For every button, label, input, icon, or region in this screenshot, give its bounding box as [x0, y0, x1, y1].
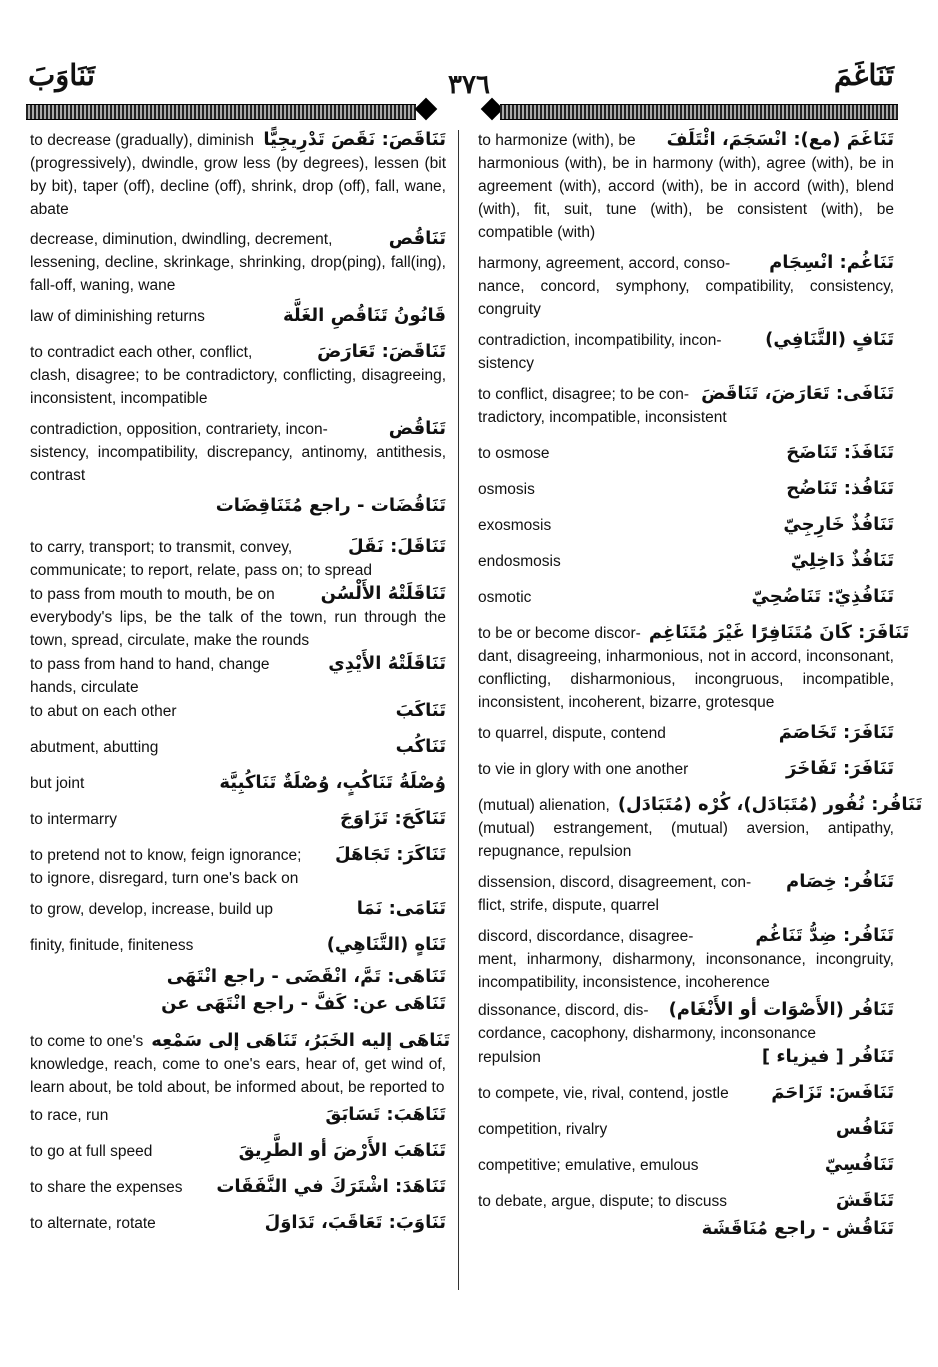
entry-english: but joint	[30, 775, 85, 792]
dictionary-entry	[478, 441, 894, 465]
entry-english: exosmosis	[478, 517, 552, 534]
entry-english-continued: to ignore, disregard, turn one's back on	[30, 870, 299, 887]
entry-arabic-headword: تَنَاقَصَ: نَقَصَ تَدْرِيجِيًّا	[263, 129, 446, 150]
entry-english-continued: sistency, incompatibility, discrepancy, antinomy, antithesis, contrast	[30, 444, 446, 484]
header-guide-word-right: تَنَاغَمَ	[833, 58, 894, 92]
dictionary-entry	[30, 771, 446, 795]
header-rule-left	[26, 104, 416, 120]
entry-arabic-headword: تَنَاكَحَ: تَزَاوَجَ	[339, 808, 446, 829]
column-divider	[458, 130, 459, 1290]
entry-arabic-headword: تَنَاهَدَ: اشْتَرَكَ في النَّفَقَات	[216, 1176, 446, 1197]
entry-arabic-headword: تَنَافُذِيّ: تَنَاضُحِيّ	[751, 586, 894, 607]
entry-english: abutment, abutting	[30, 739, 159, 756]
dictionary-entry	[30, 417, 446, 487]
dictionary-entry	[478, 549, 894, 573]
entry-english-continued: sistency	[478, 355, 534, 372]
entry-arabic-headword: تَنَافَسَ: تَزَاحَمَ	[771, 1082, 894, 1103]
entry-arabic-headword: تَنَافُذٌ دَاخِلِيّ	[790, 550, 894, 571]
entry-arabic-headword: تَنَافَرَ: تَخَاصَمَ	[778, 722, 894, 743]
entry-arabic-headword: تَنَاغُم: انْسِجَام	[769, 252, 894, 273]
dictionary-entry	[478, 128, 894, 244]
dictionary-entry	[478, 585, 894, 609]
entry-arabic-headword: تَنَافُذ: تَنَاضُح	[786, 478, 894, 499]
page-number: ٣٧٦	[448, 70, 490, 100]
dictionary-entry	[30, 582, 446, 652]
left-column	[30, 128, 451, 1235]
entry-english: endosmosis	[478, 553, 561, 570]
dictionary-entry	[30, 933, 446, 957]
entry-english: to pass from mouth to mouth, be on	[30, 586, 275, 603]
entry-arabic-headword: تَنَاقُض	[388, 418, 446, 439]
entry-arabic-headword: تَنَاقَلَتْهُ الأَيْدِي	[328, 653, 446, 674]
dictionary-entry	[30, 807, 446, 831]
entry-english: finity, finitude, finiteness	[30, 937, 194, 954]
entry-arabic-headword: تَنَافَرَ: تَفَاخَرَ	[786, 758, 894, 779]
dictionary-entry	[478, 1045, 894, 1069]
entry-arabic-headword: تَنَاقَلَتْهُ الأَلْسُن	[320, 583, 446, 604]
diamond-ornament-left	[415, 98, 438, 121]
entry-english: to carry, transport; to transmit, convey,	[30, 539, 293, 556]
dictionary-entry	[30, 128, 446, 221]
dictionary-entry	[30, 897, 446, 921]
entry-english: to harmonize (with), be	[478, 132, 636, 149]
dictionary-entry	[478, 1153, 894, 1177]
entry-english: law of diminishing returns	[30, 308, 205, 325]
dictionary-entry	[478, 924, 894, 994]
dictionary-entry	[30, 1103, 446, 1127]
dictionary-entry	[30, 652, 446, 699]
entry-english-continued: communicate; to report, relate, pass on; to spread	[30, 562, 373, 579]
entry-arabic-headword: تَنَافَذَ: تَنَاضَحَ	[786, 442, 894, 463]
entry-arabic-headword: تَنَاكُب	[395, 736, 446, 757]
entry-english: to osmose	[478, 445, 550, 462]
right-column	[478, 128, 923, 1240]
entry-arabic-headword: تَنَاقَلَ: نَقَلَ	[348, 536, 446, 557]
entry-english: to contradict each other, conflict,	[30, 344, 253, 361]
entry-arabic-headword: وُصْلَةُ تَنَاكُبٍ، وُصْلَةٌ تَنَاكُبِيَّة	[219, 772, 446, 793]
dictionary-entry	[478, 513, 894, 537]
entry-english: harmony, agreement, accord, conso-	[478, 255, 731, 272]
entry-arabic-headword: تَنَاهَبَ: تَسَابَقَ	[325, 1104, 446, 1125]
entry-arabic-headword: تَنَاهَى عن: كَفَّ - راجع انْتَهَى عن	[161, 993, 446, 1014]
entry-english-continued: harmonious (with), be in harmony (with), agree (with), be in agreement (with), accord (with), be in accord (with), blend (with), fit, suit, tune (with), be consistent (with), be compatible (with)	[478, 155, 894, 241]
entry-arabic-headword: تَنَافُر: خِصَام	[786, 871, 894, 892]
dictionary-entry	[30, 1139, 446, 1163]
dictionary-entry	[30, 843, 446, 890]
entry-english: (mutual) alienation,	[478, 797, 610, 814]
entry-arabic-headword: تَنَاقُضَات - راجع مُتَنَاقِضَات	[215, 495, 446, 516]
dictionary-entry	[478, 1217, 894, 1240]
entry-english: to debate, argue, dispute; to discuss	[478, 1193, 728, 1210]
entry-arabic-headword: تَنَاهَى إليه الخَبَرُ، تَنَاهَى إلى سَمْعِه	[151, 1030, 451, 1051]
entry-english: osmotic	[478, 589, 532, 606]
dictionary-entry	[478, 1081, 894, 1105]
entry-arabic-headword: تَنَامَى: نَمَا	[356, 898, 446, 919]
entry-arabic-headword: تَنَاكَرَ: تَجَاهَلَ	[334, 844, 446, 865]
header-rule-right	[500, 104, 898, 120]
dictionary-entry	[30, 1211, 446, 1235]
entry-english-continued: hands, circulate	[30, 679, 139, 696]
entry-arabic-headword: تَنَافُسِيّ	[824, 1154, 894, 1175]
dictionary-entry	[478, 793, 923, 863]
entry-english: to be or become discor-	[478, 625, 641, 642]
entry-english: repulsion	[478, 1049, 541, 1066]
entry-english-continued: lessening, decline, skrinkage, shrinking, drop(ping), fall(ing), fall-off, waning, wane	[30, 254, 446, 294]
dictionary-entry	[30, 227, 446, 297]
dictionary-entry	[30, 699, 446, 723]
entry-arabic-headword: تَنَافُذٌ خَارِجِيّ	[783, 514, 894, 535]
dictionary-entry	[478, 1189, 894, 1213]
entry-arabic-headword: قَانُونُ تَنَاقُصِ الغَلَّة	[282, 305, 446, 326]
entry-english-continued: knowledge, reach, come to one's ears, hear of, get wind of, learn about, be told about, be informed about, be reported to	[30, 1056, 446, 1096]
entry-arabic-headword: تَنَافُر: ضِدُّ تَنَاغُم	[755, 925, 894, 946]
dictionary-entry	[478, 621, 910, 714]
entry-arabic-headword: تَنَاهَبَ الأَرْضَ أو الطَّرِيقَ	[238, 1140, 446, 1161]
entry-english: to pass from hand to hand, change	[30, 656, 270, 673]
dictionary-entry	[30, 965, 446, 988]
dictionary-entry	[478, 382, 894, 429]
entry-arabic-headword: تَنَافٍ (التَّنَافِي)	[765, 329, 894, 350]
dictionary-entry	[478, 757, 894, 781]
entry-english: dissension, discord, disagreement, con-	[478, 874, 752, 891]
dictionary-entry	[30, 304, 446, 328]
entry-arabic-headword: تَنَافُر [ فيزياء ]	[761, 1046, 894, 1067]
entry-english: competitive; emulative, emulous	[478, 1157, 699, 1174]
entry-arabic-headword: تَنَاوَبَ: تَعَاقَبَ، تَدَاوَلَ	[264, 1212, 446, 1233]
entry-english: to quarrel, dispute, contend	[478, 725, 666, 742]
dictionary-entry	[478, 477, 894, 501]
entry-arabic-headword: تَنَاهٍ (التَّنَاهِي)	[326, 934, 446, 955]
dictionary-entry	[478, 870, 894, 917]
entry-english-continued: everybody's lips, be the talk of the town, run through the town, spread, circulate, make the rounds	[30, 609, 446, 649]
header-guide-word-left: تَنَاوَبَ	[28, 58, 95, 92]
entry-arabic-headword: تَنَاقَشَ	[835, 1190, 894, 1211]
dictionary-entry	[478, 251, 894, 321]
entry-english-continued: dant, disagreeing, inharmonious, not in accord, inconsonant, conflicting, disharmonious, incongruous, incompatible, inconsistent, incoherent, bizarre, grotesque	[478, 648, 894, 711]
entry-english: to alternate, rotate	[30, 1215, 156, 1232]
entry-english: discord, discordance, disagree-	[478, 928, 694, 945]
entry-english: decrease, diminution, dwindling, decrement,	[30, 231, 333, 248]
entry-arabic-headword: تَنَافُر (الأَصْوَات أو الأَنْغَام)	[668, 999, 894, 1020]
entry-english: contradiction, opposition, contrariety, incon-	[30, 421, 328, 438]
entry-english: to pretend not to know, feign ignorance;	[30, 847, 302, 864]
entry-arabic-headword: تَنَافَى: تَعَارَضَ، تَنَاقَضَ	[701, 383, 894, 404]
dictionary-entry	[478, 1117, 894, 1141]
entry-english: to abut on each other	[30, 703, 177, 720]
entry-arabic-headword: تَنَاغَمَ (مع): انْسَجَمَ، ائْتَلَفَ	[666, 129, 894, 150]
entry-english: to decrease (gradually), diminish	[30, 132, 254, 149]
dictionary-entry	[30, 992, 446, 1015]
entry-arabic-headword: تَنَافَرَ: كَانَ مُتَنَافِرًا غَيْرَ مُتَنَاغِم	[648, 622, 910, 643]
entry-english: to go at full speed	[30, 1143, 153, 1160]
entry-english-continued: ment, inharmony, disharmony, inconsonance, incongruity, incompatibility, inconsistence, incoherence	[478, 951, 894, 991]
entry-english-continued: clash, disagree; to be contradictory, conflicting, disagreeing, inconsistent, incompatible	[30, 367, 446, 407]
dictionary-entry	[478, 328, 894, 375]
entry-arabic-headword: تَنَافُر: نُفُور (مُتَبَادَل)، كُرْه (مُتَبَادَل)	[617, 794, 923, 815]
dictionary-entry	[478, 998, 894, 1045]
entry-arabic-headword: تَنَاقُص	[388, 228, 446, 249]
dictionary-entry	[30, 1029, 451, 1099]
entry-english: to share the expenses	[30, 1179, 183, 1196]
entry-english: to grow, develop, increase, build up	[30, 901, 273, 918]
entry-english: dissonance, discord, dis-	[478, 1002, 649, 1019]
entry-english: to come to one's	[30, 1033, 144, 1050]
entry-arabic-headword: تَنَاقُش - راجع مُنَاقَشَة	[701, 1218, 894, 1239]
entry-arabic-headword: تَنَاهَى: تَمَّ، انْقَضَى - راجع انْتَهَى	[166, 966, 446, 987]
entry-english-continued: (progressively), dwindle, grow less (by degrees), lessen (bit by bit), taper (off), decline (off), shrink, drop (off), fall, wane, abate	[30, 155, 446, 218]
entry-english: to conflict, disagree; to be con-	[478, 386, 690, 403]
entry-english: competition, rivalry	[478, 1121, 608, 1138]
entry-arabic-headword: تَنَاكَبَ	[395, 700, 446, 721]
dictionary-entry	[30, 1175, 446, 1199]
dictionary-entry	[30, 494, 446, 517]
entry-arabic-headword: تَنَاقَضَ: تَعَارَضَ	[317, 341, 446, 362]
dictionary-entry	[30, 735, 446, 759]
entry-english: to vie in glory with one another	[478, 761, 689, 778]
dictionary-entry	[30, 340, 446, 410]
entry-english: contradiction, incompatibility, incon-	[478, 332, 722, 349]
entry-english: to intermarry	[30, 811, 117, 828]
entry-english-continued: cordance, cacophony, disharmony, inconsonance	[478, 1025, 817, 1042]
entry-english-continued: tradictory, incompatible, inconsistent	[478, 409, 727, 426]
dictionary-entry	[478, 721, 894, 745]
entry-english-continued: (mutual) estrangement, (mutual) aversion, antipathy, repugnance, repulsion	[478, 820, 894, 860]
entry-english: to compete, vie, rival, contend, jostle	[478, 1085, 729, 1102]
entry-english: osmosis	[478, 481, 535, 498]
entry-arabic-headword: تَنَافُس	[835, 1118, 894, 1139]
entry-english: to race, run	[30, 1107, 109, 1124]
entry-english-continued: flict, strife, dispute, quarrel	[478, 897, 659, 914]
dictionary-entry	[30, 535, 446, 582]
entry-english-continued: nance, concord, symphony, compatibility, consistency, congruity	[478, 278, 894, 318]
